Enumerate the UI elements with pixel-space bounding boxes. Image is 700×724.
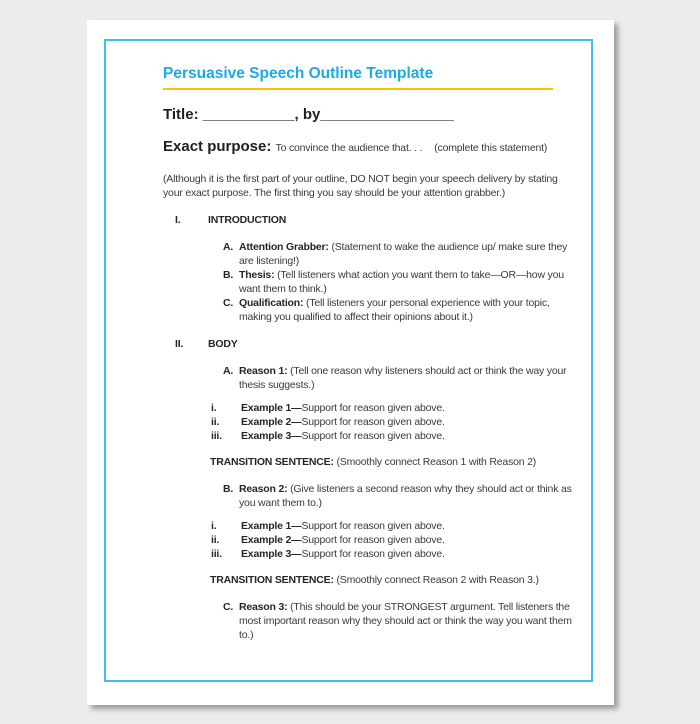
item-body: Support for reason given above. [301,402,445,414]
item-text [241,547,445,561]
heading-underline [163,88,553,90]
document-heading: Persuasive Speech Outline Template [163,65,434,82]
list-item-reason-3 [223,600,575,642]
item-body: Support for reason given above. [301,520,445,532]
item-text [241,401,445,415]
item-body: (Statement to wake the audience up/ make sure they are listening!) [239,241,568,267]
document-page [87,20,614,705]
introduction-items [163,240,575,324]
item-text [239,482,575,510]
section-heading-body [163,337,575,351]
item-body: (Tell one reason why listeners should act or think the way your thesis suggests.) [239,365,567,391]
item-text [239,296,575,324]
item-text [241,519,445,533]
example-item [211,429,575,443]
transition-sentence-1 [163,455,575,469]
exact-purpose-line [163,137,575,158]
item-label: Reason 3: [239,601,291,613]
item-body: (Tell listeners what action you want them to take—OR—how you want them to think.) [239,269,564,295]
item-label: Thesis: [239,269,278,281]
item-text [241,415,445,429]
section-numeral: II. [175,338,184,350]
item-marker: B. [223,269,234,281]
transition-text: (Smoothly connect Reason 1 with Reason 2) [336,456,537,468]
example-item [211,519,575,533]
item-text [239,600,575,642]
item-marker: C. [223,297,234,309]
item-marker: i. [211,402,217,414]
title-fill-in-line: Title: ___________, by________________ [163,106,454,123]
item-label: Reason 2: [239,483,291,495]
item-label: Example 1— [241,402,302,414]
item-label: Example 3— [241,430,302,442]
item-text [239,240,575,268]
example-item [211,401,575,415]
item-label: Example 1— [241,520,302,532]
item-label: Example 2— [241,416,302,428]
exact-purpose-text: To convince the audience that. . . [275,142,423,154]
item-body: Support for reason given above. [301,430,445,442]
item-label: Example 2— [241,534,302,546]
item-text [241,533,445,547]
transition-text: (Smoothly connect Reason 2 with Reason 3.) [336,574,539,586]
reason-1-item [163,364,575,392]
item-label: Qualification: [239,297,307,309]
reason-2-examples [163,519,575,561]
item-marker: B. [223,483,234,495]
item-body: Support for reason given above. [301,534,445,546]
item-label: Reason 1: [239,365,291,377]
section-heading-introduction [163,213,575,227]
list-item-attention-grabber [223,240,575,268]
item-marker: ii. [211,416,220,428]
exact-purpose-hint: (complete this statement) [434,142,548,154]
item-body: Support for reason given above. [301,416,445,428]
item-label: Attention Grabber: [239,241,332,253]
item-body: (This should be your STRONGEST argument. Tell listeners the most important reason why they should act or think the way you want them to.) [239,601,572,641]
item-marker: C. [223,601,234,613]
list-item-qualification [223,296,575,324]
item-text [239,268,575,296]
example-item [211,547,575,561]
transition-sentence-2 [163,573,575,587]
item-marker: iii. [211,430,222,442]
item-marker: iii. [211,548,222,560]
item-marker: ii. [211,534,220,546]
reason-3-item [163,600,575,642]
section-title: BODY [208,338,238,350]
item-body: (Tell listeners your personal experience with your topic, making you qualified to affect their opinions about it.) [239,297,550,323]
reason-2-item [163,482,575,510]
item-text [239,364,575,392]
item-marker: A. [223,365,234,377]
item-marker: i. [211,520,217,532]
item-body: Support for reason given above. [301,548,445,560]
page-content [163,64,575,642]
instruction-note: (Although it is the first part of your outline, DO NOT begin your speech delivery by stating your exact purpose. The first thing you say should be your attention grabber.) [163,173,558,199]
list-item-thesis [223,268,575,296]
transition-label: TRANSITION SENTENCE: [210,456,337,468]
item-text [241,429,445,443]
section-numeral: I. [175,214,181,226]
list-item-reason-1 [223,364,575,392]
reason-1-examples [163,401,575,443]
exact-purpose-label: Exact purpose: [163,138,276,155]
item-body: (Give listeners a second reason why they should act or think as you want them to.) [239,483,572,509]
transition-label: TRANSITION SENTENCE: [210,574,337,586]
section-title: INTRODUCTION [208,214,287,226]
example-item [211,533,575,547]
example-item [211,415,575,429]
list-item-reason-2 [223,482,575,510]
item-label: Example 3— [241,548,302,560]
item-marker: A. [223,241,234,253]
